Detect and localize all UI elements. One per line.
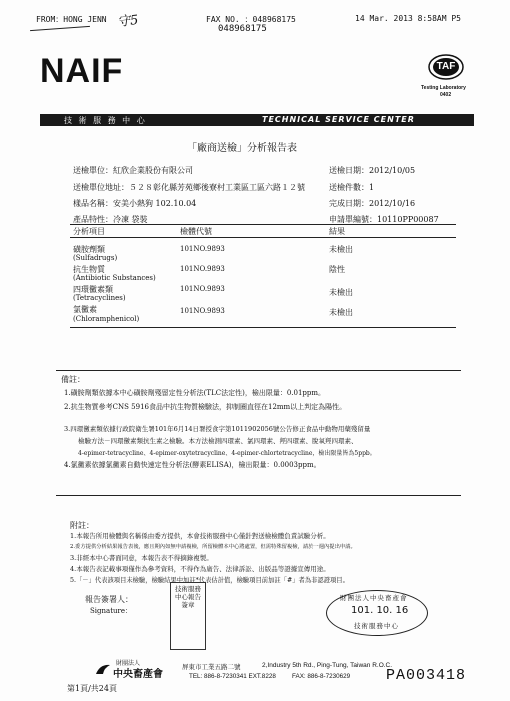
client-row [73, 165, 193, 176]
address-value: ５２８彰化縣芳苑鄉後寮村工業區工區六路１２號 [129, 183, 305, 192]
handwritten-underline [30, 26, 90, 31]
property-value: 冷凍 袋裝 [113, 215, 148, 224]
row-item-en: (Sulfadrugs) [73, 254, 118, 262]
completed-value: 2012/10/16 [369, 199, 416, 208]
footnote-line: 1.本報告所用檢體與名稱係由委方提供，本會技術服務中心僅針對送檢檢體負責試驗分析。 [70, 532, 330, 540]
org-logo-icon [94, 661, 112, 675]
client-label: 送檢單位： [73, 166, 113, 175]
footer-address-en: 2,Industry 5th Rd., Ping-Tung, Taiwan R.O.C. [262, 662, 393, 669]
table-header-result: 結果 [329, 227, 345, 236]
note-line: 2.抗生物質參考CNS 5916食品中抗生物質檢驗法，抑制圈直徑在12mm以上判定為陽性。 [64, 403, 347, 411]
table-header-code: 檢體代號 [180, 227, 212, 236]
row-result: 陰性 [329, 265, 345, 274]
fax-number: FAX NO. ：048968175 [206, 15, 296, 24]
date-stamp-org: 財團法人中央畜產會 [340, 594, 408, 602]
sample-row [73, 198, 196, 209]
table-bottom-rule [70, 327, 456, 328]
table-header-item: 分析項目 [73, 227, 105, 236]
table-top-rule [70, 224, 456, 225]
taf-subtitle: Testing Laboratory [421, 85, 466, 91]
taf-logo [428, 54, 464, 80]
regno-label: 申請單編號： [329, 215, 377, 224]
fax-datetime: 14 Mar. 2013 8:58AM P5 [355, 14, 461, 23]
row-result: 未檢出 [329, 308, 353, 317]
fax-number-handwriting: 048968175 [218, 24, 267, 34]
footnote-line: 3.非經本中心書面同意，本報告表不得摘錄複製。 [70, 554, 213, 562]
notes-label: 備註： [61, 375, 85, 384]
row-result: 未檢出 [329, 288, 353, 297]
report-signer-label: 報告簽署人： [85, 595, 133, 604]
completed-row [329, 198, 415, 209]
date-stamp [326, 590, 428, 636]
footer-address-cn: 屏東市工業五路二號 [182, 663, 241, 671]
client-value: 紅欣企業股份有限公司 [113, 166, 193, 175]
notes-top-rule [56, 370, 461, 371]
address-label: 送檢單位地址： [73, 183, 129, 192]
row-result: 未檢出 [329, 245, 353, 254]
row-code: 101NO.9893 [180, 307, 225, 315]
received-row [329, 165, 415, 176]
property-label: 產品特性： [73, 215, 113, 224]
row-item-en: (Tetracyclines) [73, 294, 126, 302]
org-prefix: 財團法人 [116, 660, 141, 667]
report-title: 「廠商送檢」分析報告表 [187, 143, 297, 154]
service-center-english: TECHNICAL SERVICE CENTER [262, 115, 415, 124]
received-label: 送檢日期： [329, 166, 369, 175]
notes-bottom-rule [56, 495, 461, 496]
service-center-bar [40, 114, 474, 126]
row-code: 101NO.9893 [180, 245, 225, 253]
taf-number: 0402 [440, 92, 452, 98]
org-name: 中央畜產會 [113, 669, 163, 680]
service-center-chinese: 技 術 服 務 中 心 [64, 116, 147, 125]
count-label: 送檢件數： [329, 183, 369, 192]
footer-fax: FAX: 886-8-7230629 [292, 673, 351, 680]
naif-logo: NAIF [40, 52, 124, 90]
footnote-line: 4.本報告表記載事項僅作為參考資料，不得作為廣告、法律訴訟、出版品等證據宣傳用途。 [70, 565, 330, 573]
date-stamp-date: 101. 10. 16 [351, 605, 409, 616]
completed-label: 完成日期： [329, 199, 369, 208]
signature-label: Signature： [90, 607, 133, 615]
sample-label: 樣品名稱： [73, 199, 113, 208]
serial-number: PA003418 [386, 667, 467, 684]
fax-from-handwriting: 守5 [116, 12, 140, 31]
count-value: 1 [369, 183, 375, 192]
row-item: 磺胺劑類 [73, 245, 105, 254]
fax-from: FROM：HONG JENN [36, 15, 107, 24]
signature-stamp [170, 582, 206, 650]
signature-stamp-text: 技術服務中心報告簽章 [175, 585, 201, 609]
address-row [73, 182, 305, 193]
note-line: 4.氯黴素依據氯黴素自動快速定性分析法(酵素ELISA)，檢出限量：0.0003ppm。 [64, 461, 321, 469]
regno-value: 10110PP00087 [377, 215, 439, 224]
taf-text: TAF [436, 61, 456, 72]
row-item: 抗生物質 [73, 265, 105, 274]
page-count: 第1頁/共24頁 [67, 684, 117, 693]
row-item: 氯黴素 [73, 305, 97, 314]
row-item-en: (Antibiotic Substances) [73, 274, 156, 282]
note-line: 1.磺胺劑類依據本中心磺胺劑殘留定性分析法(TLC法定性)，檢出限量：0.01ppm。 [64, 389, 325, 397]
table-header-rule [70, 237, 456, 238]
footer-tel: TEL: 886-8-7230341 EXT.8228 [189, 673, 276, 680]
date-stamp-center: 技術服務中心 [354, 622, 399, 630]
sample-value: 安美小熱狗 102.10.04 [113, 199, 197, 208]
row-item-en: (Chloramphenicol) [73, 315, 140, 323]
row-item: 四環黴素類 [73, 285, 113, 294]
note-line: 檢驗方法－四環黴素類抗生素之檢驗。本方法檢測四環素、氯四環素、羥四環素、脫氧羥四環素、 [78, 437, 358, 445]
row-code: 101NO.9893 [180, 285, 225, 293]
note-line: 3.四環黴素類依據行政院衛生署101年6月14日署授食字第1011902056號公告修正食品中動物用藥殘留量 [64, 425, 371, 433]
count-row [329, 182, 374, 193]
row-code: 101NO.9893 [180, 265, 225, 273]
footnotes-label: 附註： [70, 521, 94, 530]
footnote-line: 5.「－」代表該項目未檢驗，檢驗結果中加註*代表估計值，檢驗項目前加註「#」者為非認證項目。 [70, 577, 349, 584]
footnote-line: 2.委方提供分析結果報告表後，應且期內如無申請複檢，所留檢體本中心將處置，但需特殊留複檢，請於一週內提出申請。 [70, 544, 356, 550]
note-line: 4-epimer-tetracycline、4-epimer-oxytetracycline、4-epimer-chlortetracycline，檢出限量皆為5ppb。 [78, 450, 376, 457]
received-value: 2012/10/05 [369, 166, 416, 175]
